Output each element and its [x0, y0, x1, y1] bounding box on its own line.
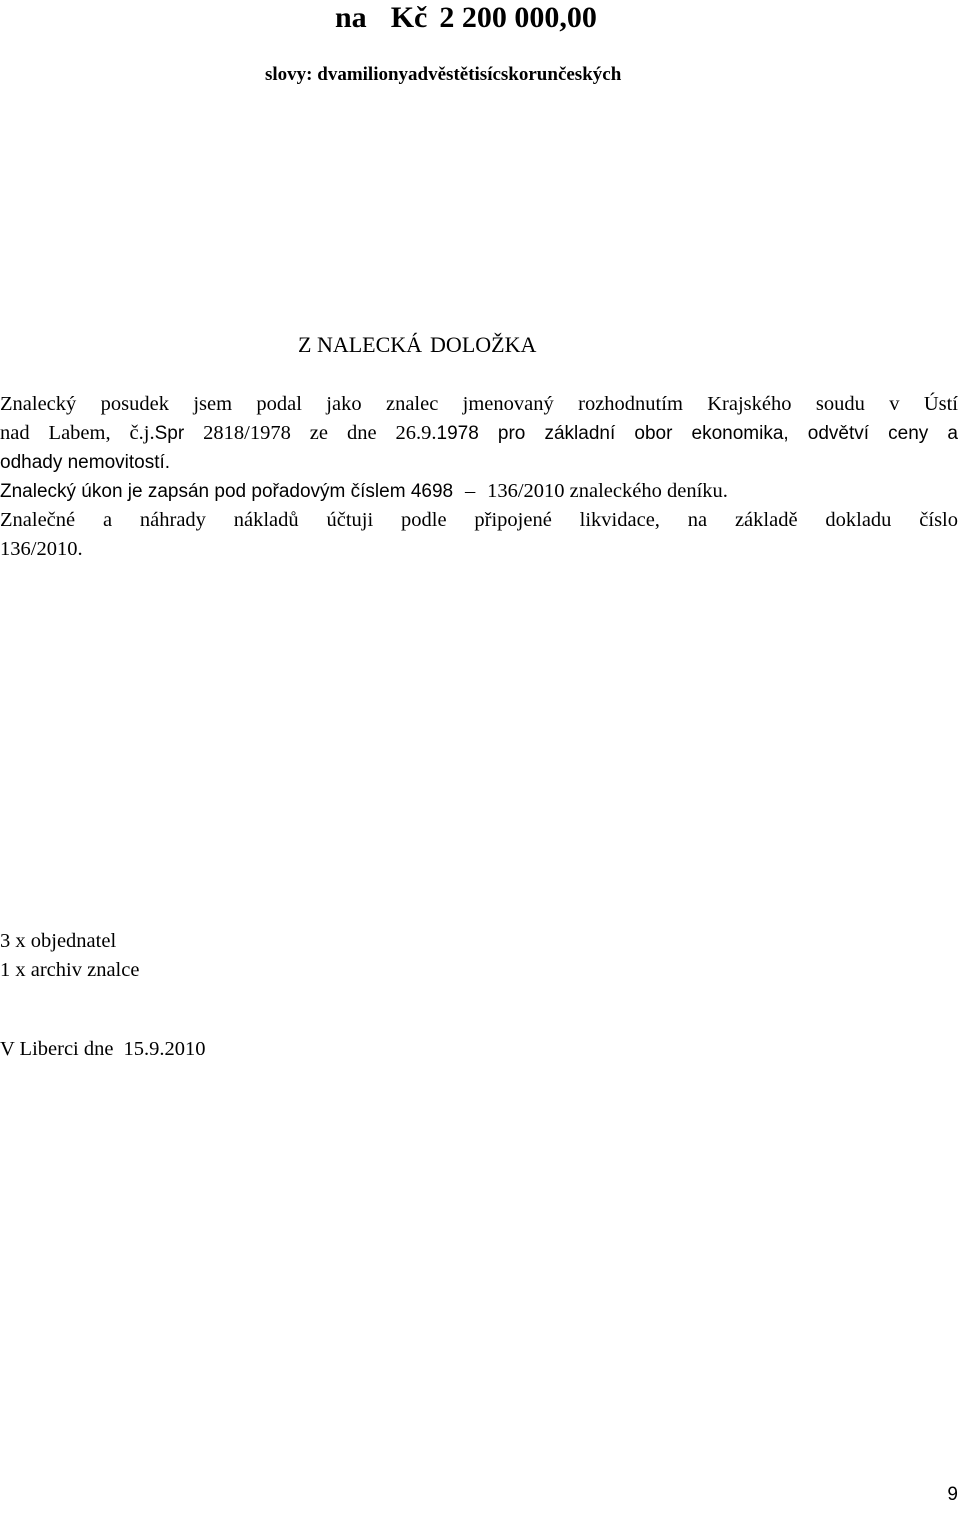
amount-in-words: slovy: dvamilionyadvěstětisícskorunčeských [265, 64, 622, 85]
place-text: V Liberci dne [0, 1038, 114, 1060]
line4-part-b: 136/2010 znaleckého deníku. [487, 480, 728, 502]
heading-part2: DOLOŽKA [430, 332, 537, 357]
distribution-copy-archive: 1 x archiv znalce [0, 959, 140, 981]
line2-part-c: 2818/1978 ze dne 26.9. [184, 422, 437, 444]
paragraph-line-2 [0, 419, 958, 448]
expert-clause-paragraph [0, 390, 958, 564]
amount-value: 2 200 000,00 [439, 1, 597, 34]
paragraph-line-1: Znalecký posudek jsem podal jako znalec jmenovaný rozhodnutím Krajského soudu v Ústí [0, 393, 958, 415]
line4-dash: – [464, 480, 476, 502]
paragraph-line-3: odhady nemovitostí. [0, 452, 171, 473]
distribution-copy-client: 3 x objednatel [0, 930, 117, 952]
amount-prefix: na [335, 1, 367, 34]
amount-currency: Kč [390, 1, 428, 34]
place-and-date [0, 1035, 205, 1063]
page-number: 9 [947, 1484, 958, 1505]
line2-part-d: 1978 pro základní obor ekonomika, odvětví ceny a [436, 423, 958, 444]
paragraph-line-4 [0, 477, 958, 506]
line2-part-b: Spr [154, 423, 185, 444]
paragraph-line-6: 136/2010. [0, 538, 83, 560]
amount-line [335, 0, 597, 36]
date-text: 15.9.2010 [123, 1038, 206, 1060]
line2-part-a: nad Labem, č.j. [0, 422, 155, 444]
paragraph-line-5: Znalečné a náhrady nákladů účtuji podle připojené likvidace, na základě dokladu číslo [0, 509, 958, 531]
heading-part1: Z NALECKÁ [298, 332, 423, 357]
line4-part-a: Znalecký úkon je zapsán pod pořadovým číslem 4698 [0, 481, 454, 502]
section-heading [298, 330, 536, 360]
